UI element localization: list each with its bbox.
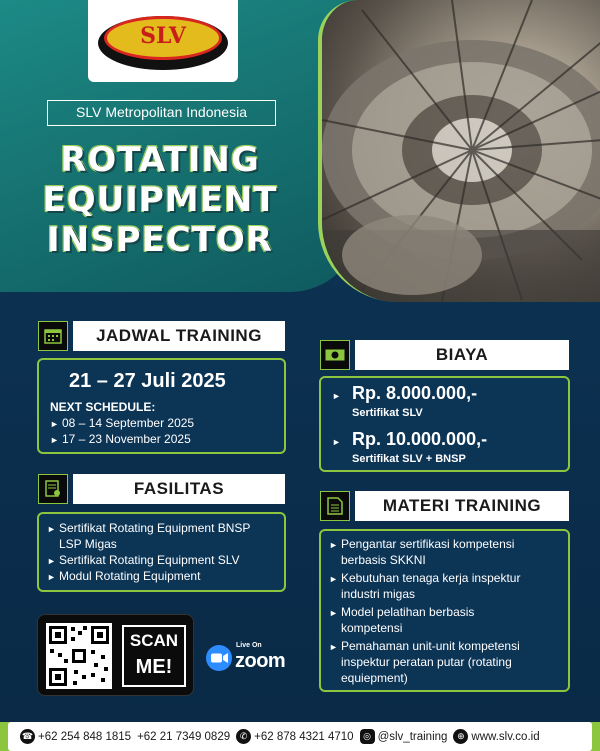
whatsapp-contact[interactable] (236, 729, 353, 744)
document-icon (320, 491, 350, 521)
fasilitas-header: FASILITAS (73, 474, 285, 504)
price-bnsp-desc: Sertifikat SLV + BNSP (352, 453, 466, 465)
materi-item-cont: kompetensi (341, 621, 403, 635)
price-bnsp: Rp. 10.000.000,- (352, 429, 488, 449)
next-schedule-item: ► 17 – 23 November 2025 (50, 432, 191, 446)
phone-number-2: +62 21 7349 0829 (137, 730, 231, 743)
scan-me-label: SCAN ME! (122, 625, 186, 687)
next-schedule-item: ► 08 – 14 September 2025 (50, 416, 195, 430)
phone-contact[interactable] (20, 729, 131, 744)
title-line-1: ROTATING (60, 140, 260, 180)
title-line-3: INSPECTOR (47, 220, 273, 260)
fasilitas-item: ► Modul Rotating Equipment (47, 569, 201, 583)
logo-text: SLV (140, 23, 186, 49)
footer-contact (8, 722, 592, 751)
jadwal-header: JADWAL TRAINING (73, 321, 285, 351)
qr-card[interactable] (37, 614, 194, 696)
fasilitas-card (37, 512, 286, 592)
materi-item-cont: berbasis SKKNI (341, 553, 426, 567)
zoom-live-label: Live On (236, 642, 262, 649)
materi-item-cont: inspektur peratan putar (rotating (341, 655, 512, 669)
instagram-icon: ◎ (360, 729, 375, 744)
website-link[interactable] (453, 729, 539, 744)
biaya-card (319, 376, 570, 472)
phone-contact-2[interactable] (137, 731, 230, 743)
website-url: www.slv.co.id (471, 730, 540, 743)
materi-item: ► Pemahaman unit-unit kompetensi (329, 639, 520, 653)
materi-header: MATERI TRAINING (355, 491, 569, 521)
biaya-header: BIAYA (355, 340, 569, 370)
phone-number-1: +62 254 848 1815 (38, 730, 132, 743)
materi-item: ► Model pelatihan berbasis (329, 605, 475, 619)
training-dates: 21 – 27 Juli 2025 (69, 370, 226, 392)
certificate-icon (38, 474, 68, 504)
bullet: ► (332, 437, 341, 447)
price-slv: Rp. 8.000.000,- (352, 383, 478, 403)
zoom-wordmark: zoom (235, 650, 286, 672)
jadwal-card (37, 358, 286, 454)
fasilitas-item-cont: LSP Migas (59, 537, 117, 551)
title-line-2: EQUIPMENT (42, 180, 278, 220)
money-icon (320, 340, 350, 370)
company-name: SLV Metropolitan Indonesia (47, 100, 276, 126)
price-slv-desc: Sertifikat SLV (352, 407, 423, 419)
instagram-handle: @slv_training (377, 730, 448, 743)
fasilitas-item: ► Sertifikat Rotating Equipment SLV (47, 553, 240, 567)
zoom-badge (206, 638, 296, 678)
turbine-photo (318, 0, 600, 302)
qr-code[interactable] (46, 623, 112, 689)
whatsapp-number: +62 878 4321 4710 (254, 730, 354, 743)
phone-icon: ☎ (20, 729, 35, 744)
materi-card (319, 529, 570, 692)
fasilitas-item: ► Sertifikat Rotating Equipment BNSP (47, 521, 251, 535)
calendar-icon (38, 321, 68, 351)
bullet: ► (332, 391, 341, 401)
next-schedule-label: NEXT SCHEDULE: (50, 400, 156, 414)
materi-item: ► Kebutuhan tenaga kerja inspektur (329, 571, 521, 585)
instagram-contact[interactable] (360, 729, 448, 744)
globe-icon: ⊕ (453, 729, 468, 744)
materi-item-cont: industri migas (341, 587, 416, 601)
whatsapp-icon: ✆ (236, 729, 251, 744)
materi-item: ► Pengantar sertifikasi kompetensi (329, 537, 515, 551)
materi-item-cont: equiepment) (341, 671, 408, 685)
zoom-icon (206, 645, 232, 671)
